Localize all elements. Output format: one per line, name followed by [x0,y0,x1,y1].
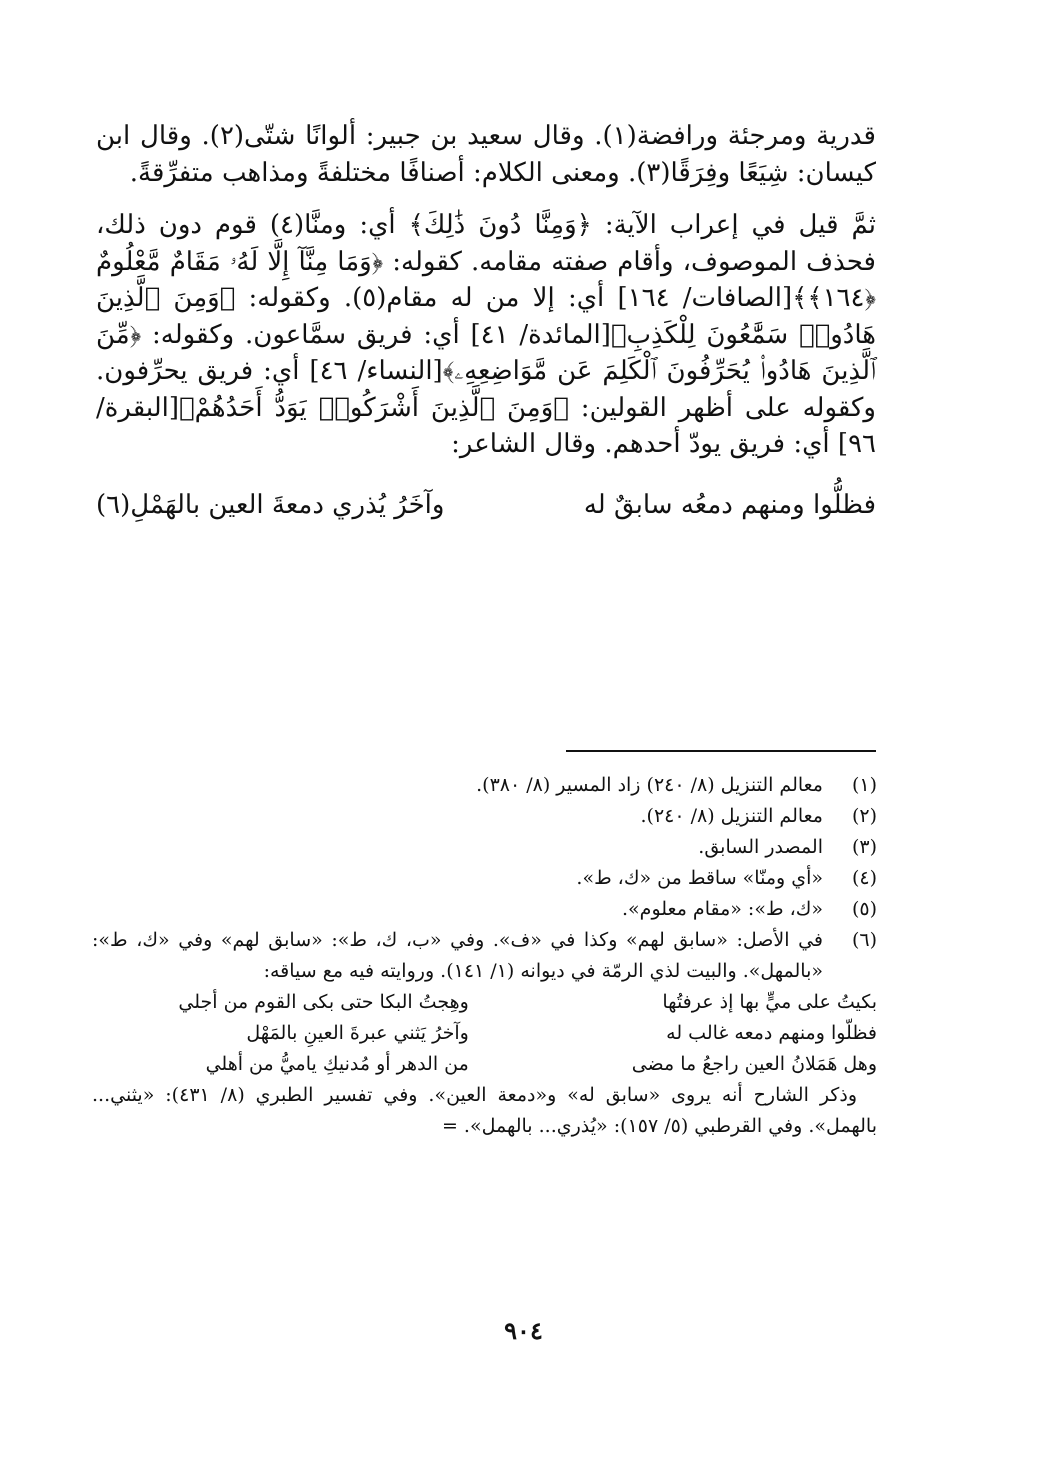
paragraph-1: قدرية ومرجئة ورافضة(١). وقال سعيد بن جبير: ألوانًا شتّى(٢). وقال ابن كيسان: شِيَعًا وفِرَقًا(٣). ومعنى الكلام: أصنافًا مختلفةً ومذاهب متفرِّقةً. [96,121,876,188]
footnote-number: (٦) [851,929,877,951]
poem-first-hemistich: بكيتُ على ميٍّ بها إذ عرفتُها [662,991,877,1013]
page-number: ٩٠٤ [504,1316,543,1345]
poetry-verse [96,485,876,525]
footnote-poem [92,987,877,1080]
footnote-5 [92,894,877,925]
poem-line [92,1049,877,1080]
footnote-number: (٤) [851,867,877,889]
poem-second-hemistich: من الدهر أو مُدنيكِ ياميُّ من أهلي [205,1053,469,1075]
footnote-number: (٢) [851,805,877,827]
footnote-3 [92,832,877,863]
footnote-text: المصدر السابق. [698,836,823,858]
footnote-separator [566,750,876,752]
footnote-number: (٥) [851,898,877,920]
poem-second-hemistich: وهِجتُ البكا حتى بكى القوم من أجلي [178,991,469,1013]
verse-second-hemistich: وآخَرُ يُذري دمعةَ العين بالهَمْلِ(٦) [96,489,445,520]
footnote-text: معالم التنزيل (٨/ ٢٤٠) زاد المسير (٨/ ٣٨٠). [476,774,823,796]
footnote-4 [92,863,877,894]
footnote-text [92,925,823,987]
poem-first-hemistich: وهل هَمَلانُ العين راجعُ ما مضى [631,1053,877,1075]
footnote-number: (١) [851,774,877,796]
footnote-continuation: وذكر الشارح أنه يروى «سابق له» و«دمعة العين». وفي تفسير الطبري (٨/ ٤٣١): «يثني... بالهمل». وفي القرطبي (٥/ ١٥٧): «يُذري... بالهمل». = [92,1084,877,1137]
footnote-2 [92,801,877,832]
footnote-number: (٣) [851,836,877,858]
footnotes [92,770,877,1142]
verse-first-hemistich: فظلُّوا ومنهم دمعُه سابقٌ له [583,489,876,520]
footnote-text: «أي ومنّا» ساقط من «ك، ط». [576,867,823,889]
footnote-6 [92,925,877,987]
poem-first-hemistich: فظلّوا ومنهم دمعه غالب له [666,1022,877,1044]
footnote-1 [92,770,877,801]
poem-line [92,987,877,1018]
footnote-text: «ك، ط»: «مقام معلوم». [622,898,823,920]
footnote-6-intro: في الأصل: «سابق لهم» وكذا في «ف». وفي «ب، ك، ط»: «سابق لهم» وفي «ك، ط»: «بالمهل». والبيت لذي الرمّة في ديوانه (١/ ١٤١). وروايته فيه مع سياقه: [92,929,823,982]
poem-second-hemistich: وآخرُ يَثني عبرةَ العينِ بالمَهْل [246,1022,469,1044]
main-text [96,118,876,525]
poem-line [92,1018,877,1049]
footnote-text: معالم التنزيل (٨/ ٢٤٠). [640,805,823,827]
paragraph-2: ثمَّ قيل في إعراب الآية: ﴿وَمِنَّا دُونَ ذَٰلِكَ﴾ أي: ومنَّا(٤) قوم دون ذلك، فحذف الموصوف، وأقام صفته مقامه. كقوله: ﴿وَمَا مِنَّآ إِلَّا لَهُۥ مَقَامٌ مَّعْلُومٌ ﴿١٦٤﴾﴾[الصافات/ ١٦٤] أي: إلا من له مقام(٥). وكقوله: ﴿وَمِنَ ٱلَّذِينَ هَادُوا۟ سَمَّٰعُونَ لِلْكَذِبِ﴾[المائدة/ ٤١] أي: فريق سمَّاعون. وكقوله: ﴿مِّنَ ٱلَّذِينَ هَادُوا۟ يُحَرِّفُونَ ٱلْكَلِمَ عَن مَّوَاضِعِهِۦ﴾[النساء/ ٤٦] أي: فريق يحرِّفون. وكقوله على أظهر القولين: ﴿وَمِنَ ٱلَّذِينَ أَشْرَكُوا۟ يَوَدُّ أَحَدُهُمْ﴾[البقرة/ ٩٦] أي: فريق يودّ أحدهم. وقال الشاعر: [96,210,877,459]
